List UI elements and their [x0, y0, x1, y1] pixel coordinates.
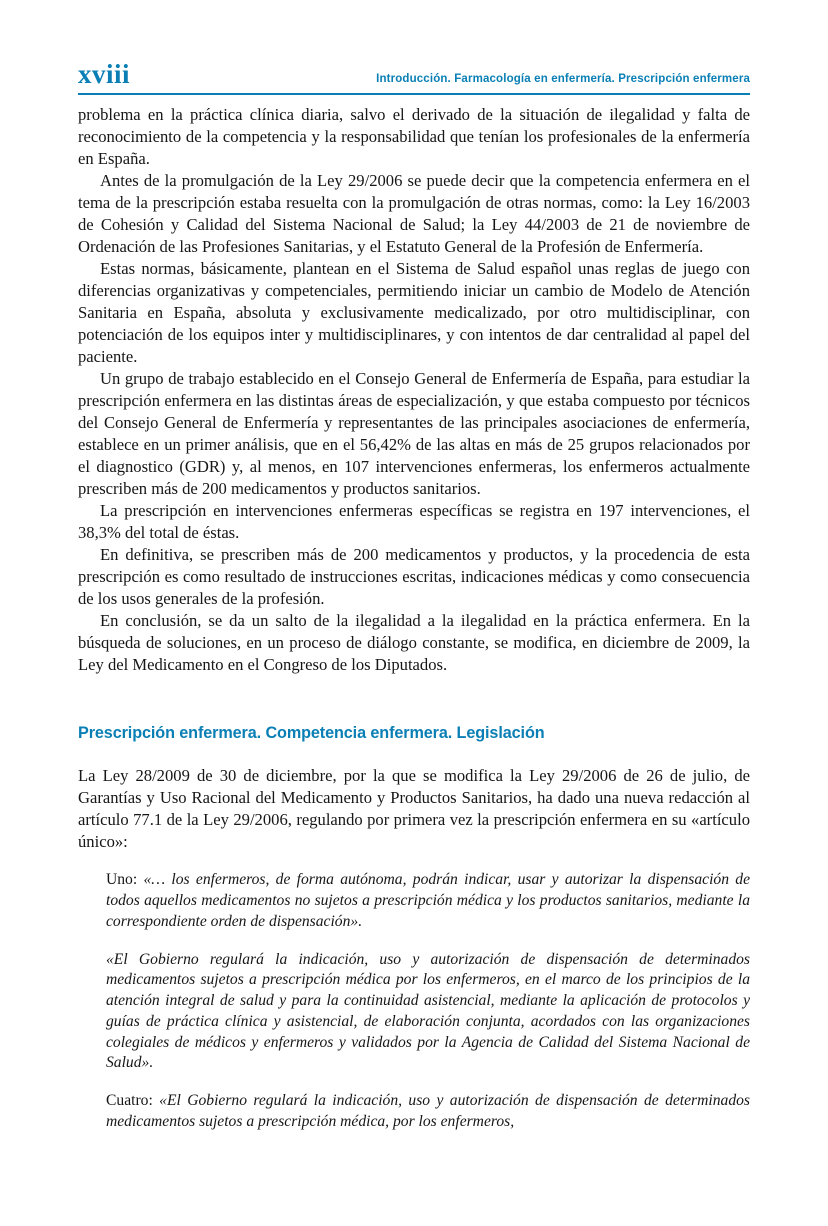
- quote-text: «El Gobierno regulará la indicación, uso y autorización de dispensación de determinados medicamentos sujetos a prescripción médica por los enfermeros, en el marco de los principios de la atención integral de salud y para la continuidad asistencial, mediante la aplicación de protocolos y guías de práctica clínica y asistencial, de elaboración conjunta, acordados con las organizaciones colegiales de médicos y enfermeros y validados por la Agencia de Calidad del Sistema Nacional de Salud».: [106, 950, 750, 1072]
- header-rule: [78, 93, 750, 95]
- quote-text: «… los enfermeros, de forma autónoma, podrán indicar, usar y autorizar la dispensación de todos aquellos medicamentos no sujetos a prescripción médica y los productos sanitarios, mediante la correspondiente orden de dispensación».: [106, 871, 751, 930]
- spacer: [106, 1074, 750, 1091]
- quote-paragraph: [106, 950, 750, 1074]
- page-folio: xviii: [78, 59, 131, 89]
- running-head: Introducción. Farmacología en enfermería. Prescripción enfermera: [376, 73, 750, 85]
- quote-lead: Uno:: [106, 871, 144, 889]
- quote-paragraph: [106, 1091, 750, 1132]
- spacer: [78, 853, 750, 870]
- quote-text: «El Gobierno regulará la indicación, uso y autorización de dispensación de determinados medicamentos sujetos a prescripción médica, por los enfermeros,: [106, 1092, 750, 1130]
- page-content: [78, 104, 750, 1133]
- paragraph: La Ley 28/2009 de 30 de diciembre, por la que se modifica la Ley 29/2006 de 26 de julio, de Garantías y Uso Racional del Medicamento y Productos Sanitarios, ha dado una nueva redacción al artículo 77.1 de la Ley 29/2006, regulando por primera vez la prescripción enfermera en su «artículo único»:: [78, 766, 750, 852]
- spacer: [78, 676, 750, 724]
- paragraph: La prescripción en intervenciones enfermeras específicas se registra en 197 intervenciones, el 38,3% del total de éstas.: [78, 501, 750, 543]
- page-header: [78, 52, 750, 90]
- paragraph: Un grupo de trabajo establecido en el Consejo General de Enfermería de España, para estudiar la prescripción enfermera en las distintas áreas de especialización, y que estaba compuesto por técnicos del Consejo General de Enfermería y representantes de las principales asociaciones de enfermería, establece en un primer análisis, que en el 56,42% de las altas en más de 25 grupos relacionados por el diagnostico (GDR) y, al menos, en 107 intervenciones enfermeras, los enfermeros actualmente prescriben más de 200 medicamentos y productos sanitarios.: [78, 369, 750, 499]
- paragraph: problema en la práctica clínica diaria, salvo el derivado de la situación de ilegalidad y falta de reconocimiento de la competencia y la responsabilidad que tenían los profesionales de la enfermería en España.: [78, 105, 750, 169]
- paragraph: Antes de la promulgación de la Ley 29/2006 se puede decir que la competencia enfermera en el tema de la prescripción estaba resuelta con la promulgación de otras normas, como: la Ley 16/2003 de Cohesión y Calidad del Sistema Nacional de Salud; la Ley 44/2003 de 21 de noviembre de Ordenación de las Profesiones Sanitarias, y el Estatuto General de la Profesión de Enfermería.: [78, 171, 750, 257]
- quote-block: [106, 870, 750, 1132]
- spacer: [78, 743, 750, 765]
- quote-lead: Cuatro:: [106, 1092, 160, 1110]
- spacer: [106, 933, 750, 950]
- quote-paragraph: [106, 870, 750, 932]
- section-title: Prescripción enfermera. Competencia enfermera. Legislación: [78, 724, 545, 743]
- paragraph: Estas normas, básicamente, plantean en el Sistema de Salud español unas reglas de juego con diferencias organizativas y competenciales, permitiendo iniciar un cambio de Modelo de Atención Sanitaria en España, absoluta y exclusivamente medicalizado, por otro multidisciplinar, con potenciación de los equipos inter y multidisciplinares, y con intentos de dar centralidad al papel del paciente.: [78, 259, 750, 367]
- paragraph: En conclusión, se da un salto de la ilegalidad a la ilegalidad en la práctica enfermera. En la búsqueda de soluciones, en un proceso de diálogo constante, se modifica, en diciembre de 2009, la Ley del Medicamento en el Congreso de los Diputados.: [78, 611, 750, 675]
- paragraph: En definitiva, se prescriben más de 200 medicamentos y productos, y la procedencia de esta prescripción es como resultado de instrucciones escritas, indicaciones médicas y como consecuencia de los usos generales de la profesión.: [78, 545, 750, 609]
